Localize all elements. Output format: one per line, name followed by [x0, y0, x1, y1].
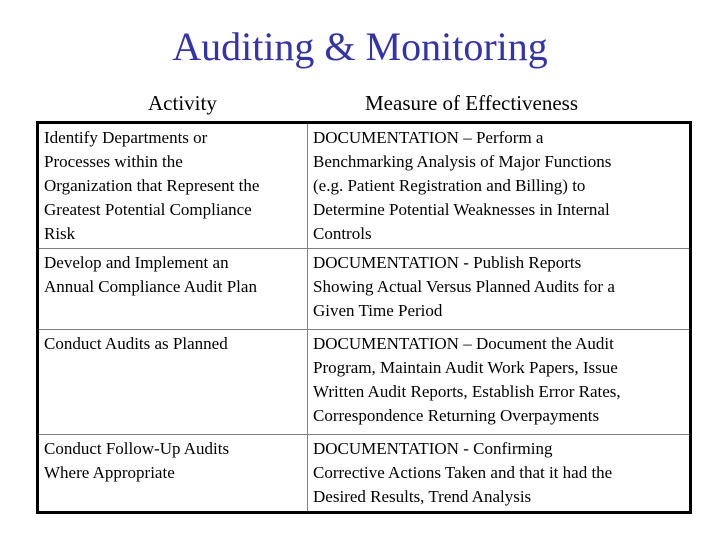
activity-cell: Conduct Audits as Planned [38, 330, 308, 435]
table-row [38, 123, 691, 249]
audit-table [36, 121, 692, 514]
measure-cell: DOCUMENTATION – Perform a Benchmarking Analysis of Major Functions (e.g. Patient Registration and Billing) to Determine Potential Weaknesses in Internal Controls [308, 123, 691, 249]
activity-cell: Develop and Implement an Annual Compliance Audit Plan [38, 249, 308, 330]
measure-cell: DOCUMENTATION - Publish Reports Showing Actual Versus Planned Audits for a Given Time Period [308, 249, 691, 330]
activity-column-header: Activity [148, 91, 217, 115]
slide-title: Auditing & Monitoring [172, 24, 548, 69]
table-row [38, 330, 691, 435]
measure-column-header: Measure of Effectiveness [365, 91, 579, 115]
table-row [38, 435, 691, 513]
measure-cell: DOCUMENTATION - Confirming Corrective Actions Taken and that it had the Desired Results, Trend Analysis [308, 435, 691, 513]
activity-cell: Conduct Follow-Up Audits Where Appropriate [38, 435, 308, 513]
activity-cell: Identify Departments or Processes within the Organization that Represent the Greatest Potential Compliance Risk [38, 123, 308, 249]
table-row [38, 249, 691, 330]
measure-cell: DOCUMENTATION – Document the Audit Program, Maintain Audit Work Papers, Issue Written Audit Reports, Establish Error Rates, Correspondence Returning Overpayments [308, 330, 691, 435]
